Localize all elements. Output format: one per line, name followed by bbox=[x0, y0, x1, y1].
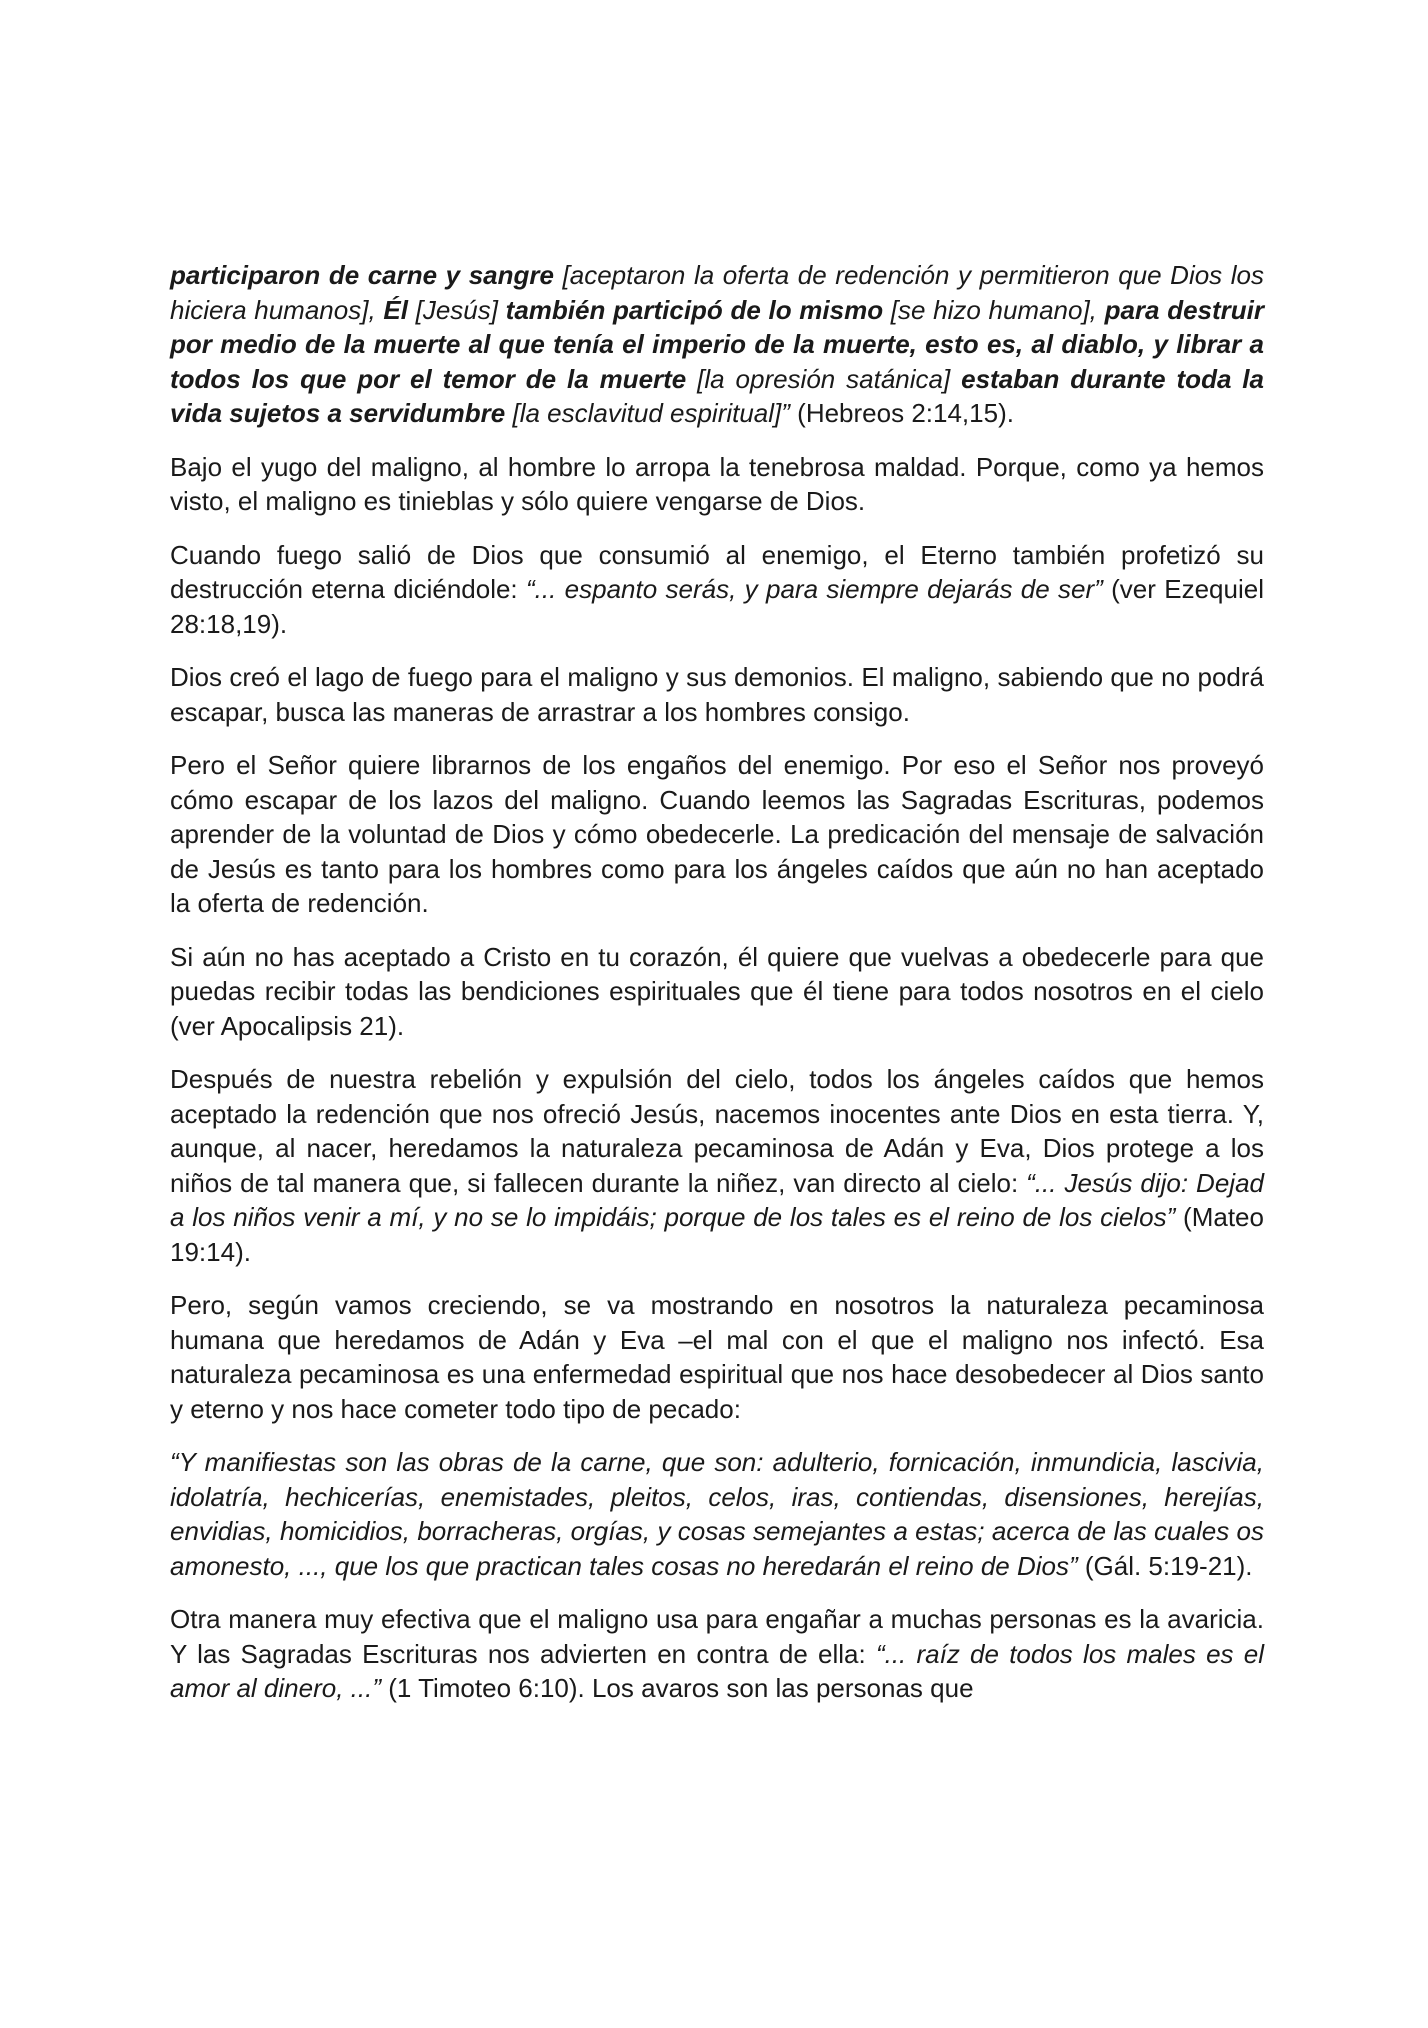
text-run: Si aún no has aceptado a Cristo en tu corazón, él quiere que vuelvas a obedecerle para que puedas recibir todas las bendiciones espirituales que él tiene para todos nosotros en el cielo (ver Apocalipsis 21). bbox=[170, 941, 1264, 1041]
styled-text-run: “... Jesús dijo: Dejad a los niños venir a mí, y no se lo impidáis; porque de los tales es el reino de los cielos” bbox=[170, 1167, 1264, 1232]
paragraph bbox=[170, 660, 1264, 729]
text-run: (ver Ezequiel 28:18,19). bbox=[170, 574, 1264, 639]
paragraph bbox=[170, 538, 1264, 642]
styled-text-run: “... espanto serás, y para siempre dejarás de ser” bbox=[526, 574, 1103, 604]
text-run: Dios creó el lago de fuego para el maligno y sus demonios. El maligno, sabiendo que no podrá escapar, busca las maneras de arrastrar a los hombres consigo. bbox=[170, 662, 1264, 727]
styled-text-run: Él bbox=[383, 294, 408, 325]
text-run: Cuando fuego salió de Dios que consumió al enemigo, el Eterno también profetizó su destrucción eterna diciéndole: bbox=[170, 539, 1264, 604]
paragraph bbox=[170, 450, 1264, 519]
paragraph bbox=[170, 1062, 1264, 1269]
styled-text-run: [Jesús] bbox=[407, 294, 506, 325]
text-run: Después de nuestra rebelión y expulsión del cielo, todos los ángeles caídos que hemos aceptado la redención que nos ofreció Jesús, nacemos inocentes ante Dios en esta tierra. Y, aunque, al nacer, heredamos la naturaleza pecaminosa de Adán y Eva, Dios protege a los niños de tal manera que, si fallecen durante la niñez, van directo al cielo: bbox=[170, 1064, 1264, 1198]
styled-text-run: [la opresión satánica] bbox=[686, 363, 962, 394]
text-run: (1 Timoteo 6:10). Los avaros son las personas que bbox=[380, 1673, 974, 1703]
styled-text-run: participaron de carne y sangre bbox=[170, 260, 554, 290]
styled-text-run: [la esclavitud espiritual]” bbox=[505, 398, 790, 428]
paragraph bbox=[170, 258, 1264, 431]
styled-text-run: [se hizo humano], bbox=[883, 294, 1105, 325]
styled-text-run: estaban durante toda la vida sujetos a servidumbre bbox=[170, 363, 1264, 428]
text-run: Pero, según vamos creciendo, se va mostrando en nosotros la naturaleza pecaminosa humana que heredamos de Adán y Eva –el mal con el que el maligno nos infectó. Esa naturaleza pecaminosa es una enfermedad espiritual que nos hace desobedecer al Dios santo y eterno y nos hace cometer todo tipo de pecado: bbox=[170, 1290, 1264, 1424]
paragraph bbox=[170, 940, 1264, 1044]
styled-text-run: para destruir por medio de la muerte al que tenía el imperio de la muerte, esto es, al diablo, y librar a todos los que por el temor de la muerte bbox=[170, 294, 1264, 394]
text-run: Pero el Señor quiere librarnos de los engaños del enemigo. Por eso el Señor nos proveyó cómo escapar de los lazos del maligno. Cuando leemos las Sagradas Escrituras, podemos aprender de la voluntad de Dios y cómo obedecerle. La predicación del mensaje de salvación de Jesús es tanto para los hombres como para los ángeles caídos que aún no han aceptado la oferta de redención. bbox=[170, 750, 1264, 918]
styled-text-run: “... raíz de todos los males es el amor al dinero, ...” bbox=[170, 1638, 1265, 1703]
paragraph bbox=[170, 1288, 1264, 1426]
text-run: (Mateo 19:14). bbox=[170, 1202, 1264, 1267]
text-run: (Gál. 5:19-21). bbox=[1077, 1550, 1253, 1581]
quote-paragraph bbox=[170, 1445, 1264, 1583]
text-run: (Hebreos 2:14,15). bbox=[789, 398, 1014, 428]
text-run: Otra manera muy efectiva que el maligno usa para engañar a muchas personas es la avaricia. Y las Sagradas Escrituras nos advierten en contra de ella: bbox=[170, 1604, 1264, 1669]
text-run: Bajo el yugo del maligno, al hombre lo arropa la tenebrosa maldad. Porque, como ya hemos visto, el maligno es tinieblas y sólo quiere vengarse de Dios. bbox=[170, 451, 1264, 516]
styled-text-run: [aceptaron la oferta de redención y permitieron que Dios los hiciera humanos], bbox=[170, 260, 1264, 325]
document-page bbox=[170, 258, 1264, 1725]
styled-text-run: también participó de lo mismo bbox=[505, 294, 884, 325]
paragraph bbox=[170, 748, 1264, 921]
styled-text-run: “Y manifiestas son las obras de la carne, que son: adulterio, fornicación, inmundicia, lascivia, idolatría, hechicerías, enemistades, pleitos, celos, iras, contiendas, disensiones, herejías, envidias, homicidios, borracheras, orgías, y cosas semejantes a estas; acerca de las cuales os amonesto, ..., que los que practican tales cosas no heredarán el reino de Dios” bbox=[170, 1447, 1264, 1581]
paragraph bbox=[170, 1602, 1264, 1706]
